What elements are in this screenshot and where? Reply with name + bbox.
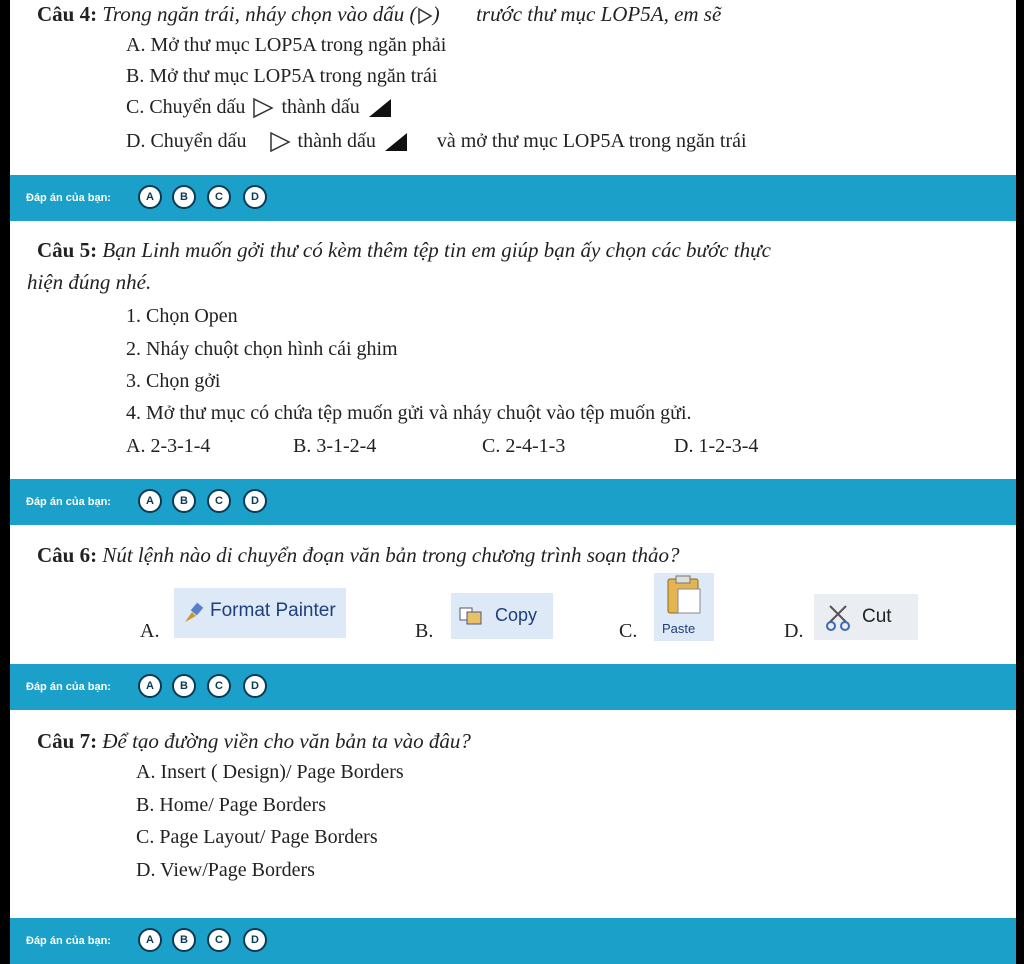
answer-choice-b[interactable]: B <box>172 928 196 952</box>
question-label: Câu 5: <box>37 238 98 262</box>
question-5-line2 <box>27 270 151 295</box>
option-c <box>126 96 395 119</box>
question-label: Câu 7: <box>37 729 98 753</box>
option-c-letter: C. <box>619 620 638 642</box>
question-text: hiện đúng nhé. <box>27 270 152 294</box>
option-a: A. Mở thư mục LOP5A trong ngăn phải <box>126 34 447 56</box>
option-d: D. View/Page Borders <box>136 859 315 881</box>
answer-choice-a[interactable]: A <box>138 928 162 952</box>
answer-bar <box>10 918 1016 964</box>
option-d-mid: thành dấu <box>297 130 376 152</box>
answer-choice-a[interactable]: A <box>138 674 162 698</box>
option-b: B. 3-1-2-4 <box>293 435 377 457</box>
question-5 <box>37 238 771 263</box>
collapsed-arrow-icon <box>267 131 293 153</box>
question-label: Câu 6: <box>37 543 98 567</box>
answer-bar-label: Đáp án của bạn: <box>26 681 111 693</box>
question-6 <box>37 543 680 568</box>
answer-choice-b[interactable]: B <box>172 185 196 209</box>
question-text: Nút lệnh nào di chuyển đoạn văn bản trong chương trình soạn thảo? <box>102 543 680 567</box>
answer-choice-c[interactable]: C <box>207 928 231 952</box>
option-c: C. Page Layout/ Page Borders <box>136 826 378 848</box>
answer-bar-label: Đáp án của bạn: <box>26 935 111 947</box>
cut-button <box>814 594 918 640</box>
answer-bar-label: Đáp án của bạn: <box>26 496 111 508</box>
expanded-arrow-icon <box>365 97 395 119</box>
option-a: A. Insert ( Design)/ Page Borders <box>136 761 404 783</box>
option-b: B. Home/ Page Borders <box>136 794 326 816</box>
step-4: 4. Mở thư mục có chứa tệp muốn gửi và nháy chuột vào tệp muốn gửi. <box>126 402 692 424</box>
format-painter-button <box>174 588 346 638</box>
step-2: 2. Nháy chuột chọn hình cái ghim <box>126 338 398 360</box>
option-c-text: C. Chuyển dấu <box>126 96 246 118</box>
step-1: 1. Chọn Open <box>126 305 238 327</box>
format-painter-label: Format Painter <box>210 600 336 621</box>
answer-bar <box>10 479 1016 525</box>
option-b-letter: B. <box>415 620 434 642</box>
answer-choice-d[interactable]: D <box>243 185 267 209</box>
answer-choice-d[interactable]: D <box>243 489 267 513</box>
question-text: Để tạo đường viền cho văn bản ta vào đâu? <box>102 729 471 753</box>
question-label: Câu 4: <box>37 2 98 26</box>
option-d-end: và mở thư mục LOP5A trong ngăn trái <box>436 130 747 152</box>
answer-bar-label: Đáp án của bạn: <box>26 192 111 204</box>
option-a-letter: A. <box>140 620 160 642</box>
option-b: B. Mở thư mục LOP5A trong ngăn trái <box>126 65 438 87</box>
answer-bar <box>10 175 1016 221</box>
option-d-text: D. Chuyển dấu <box>126 130 247 152</box>
clipboard-icon <box>664 575 704 615</box>
collapsed-arrow-icon <box>250 97 276 119</box>
question-text: Bạn Linh muốn gởi thư có kèm thêm tệp tin em giúp bạn ấy chọn các bước thực <box>102 238 771 262</box>
option-c-mid: thành dấu <box>281 96 360 118</box>
question-text-end: trước thư mục LOP5A, em sẽ <box>476 2 722 26</box>
expanded-arrow-icon <box>381 131 411 153</box>
option-d-letter: D. <box>784 620 804 642</box>
step-3: 3. Chọn gởi <box>126 370 221 392</box>
answer-choice-c[interactable]: C <box>207 489 231 513</box>
question-7 <box>37 729 471 754</box>
paste-label: Paste <box>662 621 696 636</box>
paintbrush-icon <box>182 600 206 624</box>
answer-bar <box>10 664 1016 710</box>
answer-choice-b[interactable]: B <box>172 489 196 513</box>
quiz-page <box>10 0 1016 962</box>
paste-button <box>654 573 714 641</box>
option-c: C. 2-4-1-3 <box>482 435 566 457</box>
cut-label: Cut <box>862 606 892 627</box>
answer-choice-a[interactable]: A <box>138 185 162 209</box>
option-d <box>126 130 747 153</box>
answer-choice-d[interactable]: D <box>243 674 267 698</box>
question-text-cont: ) <box>432 2 440 26</box>
answer-choice-d[interactable]: D <box>243 928 267 952</box>
answer-choice-a[interactable]: A <box>138 489 162 513</box>
answer-choice-b[interactable]: B <box>172 674 196 698</box>
copy-label: Copy <box>495 605 538 625</box>
question-text: Trong ngăn trái, nháy chọn vào dấu ( <box>102 2 417 26</box>
answer-choice-c[interactable]: C <box>207 185 231 209</box>
copy-button <box>451 593 553 639</box>
scissors-icon <box>824 602 854 632</box>
expand-arrow-icon <box>417 7 433 25</box>
question-4 <box>37 2 721 27</box>
answer-choice-c[interactable]: C <box>207 674 231 698</box>
option-d: D. 1-2-3-4 <box>674 435 759 457</box>
copy-icon <box>459 607 483 625</box>
option-a: A. 2-3-1-4 <box>126 435 211 457</box>
